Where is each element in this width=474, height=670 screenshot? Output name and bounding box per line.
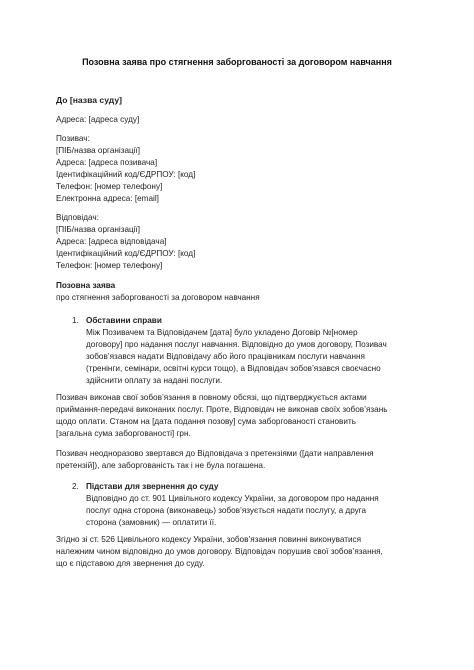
plaintiff-label: Позивач: [56,134,90,143]
section-1-line: (тренінги, семінари, освітні курси тощо), а Відповідач зобов’язався своєчасно [86,364,381,373]
paragraph-line: Позивач виконав свої зобов’язання в повному обсязі, що підтверджується актами [56,393,367,402]
section-1-number: 1. [72,316,79,325]
plaintiff-phone: Телефон: [номер телефону] [56,182,163,191]
section-1-line: договору] про надання послуг навчання. Відповідно до умов договору, Позивач [86,340,387,349]
paragraph-line: щодо оплати. Станом на [дата подання позову] сума заборгованості становить [56,417,356,426]
paragraph-performance [56,392,420,440]
plaintiff-block [56,133,195,205]
paragraph-legal-basis [56,534,420,570]
defendant-name: [ПІБ/назва організації] [56,225,141,234]
plaintiff-name: [ПІБ/назва організації] [56,146,141,155]
plaintiff-address: Адреса: [адреса позивача] [56,158,158,167]
defendant-address: Адреса: [адреса відповідача] [56,237,167,246]
defendant-phone: Телефон: [номер телефону] [56,261,163,270]
paragraph-line: претензій]), але заборгованість так і не була погашена. [56,461,266,470]
paragraph-line: належним чином відповідно до умов договору. Відповідач порушив свої зобов’язання, [56,547,383,556]
plaintiff-code: Ідентифікаційний код/ЄДРПОУ: [код] [56,170,196,179]
section-2 [56,481,418,529]
section-2-line: Відповідно до ст. 901 Цивільного кодексу України, за договором про надання [86,494,379,503]
paragraph-line: [загальна сума заборгованості] грн. [56,429,191,438]
paragraph-line: Згідно зі ст. 526 Цивільного кодексу України, зобов’язання повинні виконуватися [56,535,362,544]
section-1 [56,315,418,387]
section-1-line: зобов’язався надати Відповідачу або його працівникам послуги навчання [86,352,365,361]
defendant-block [56,212,195,272]
paragraph-line: що є підставою для звернення до суду. [56,559,205,568]
paragraph-claims [56,448,420,472]
section-1-line: Між Позивачем та Відповідачем [дата] було укладено Договір №[номер [86,328,358,337]
claim-heading-block [56,280,260,304]
document-title: Позовна заява про стягнення заборгованості за договором навчання [82,57,392,67]
paragraph-line: приймання-передачі виконаних послуг. Проте, Відповідач не виконав своїх зобов’язань [56,405,388,414]
court-address [56,114,139,126]
section-2-number: 2. [72,482,79,491]
section-1-heading: Обставини справи [86,316,162,325]
court-address-line: Адреса: [адреса суду] [56,115,140,124]
section-2-line: послуг одна сторона (виконавець) зобов’язується надати послугу, а друга [86,506,367,515]
claim-subheading: про стягнення заборгованості за договором навчання [56,293,260,302]
defendant-label: Відповідач: [56,213,99,222]
court-name: До [назва суду] [56,95,122,105]
section-2-line: сторона (замовник) — оплатити її. [86,518,217,527]
defendant-code: Ідентифікаційний код/ЄДРПОУ: [код] [56,249,196,258]
plaintiff-email: Електронна адреса: [email] [56,194,159,203]
section-1-line: здійснити оплату за надані послуги. [86,376,223,385]
claim-heading: Позовна заява [56,281,116,290]
section-2-heading: Підстави для звернення до суду [86,482,219,491]
paragraph-line: Позивач неодноразово звертався до Відповідача з претензіями ([дати направлення [56,449,374,458]
